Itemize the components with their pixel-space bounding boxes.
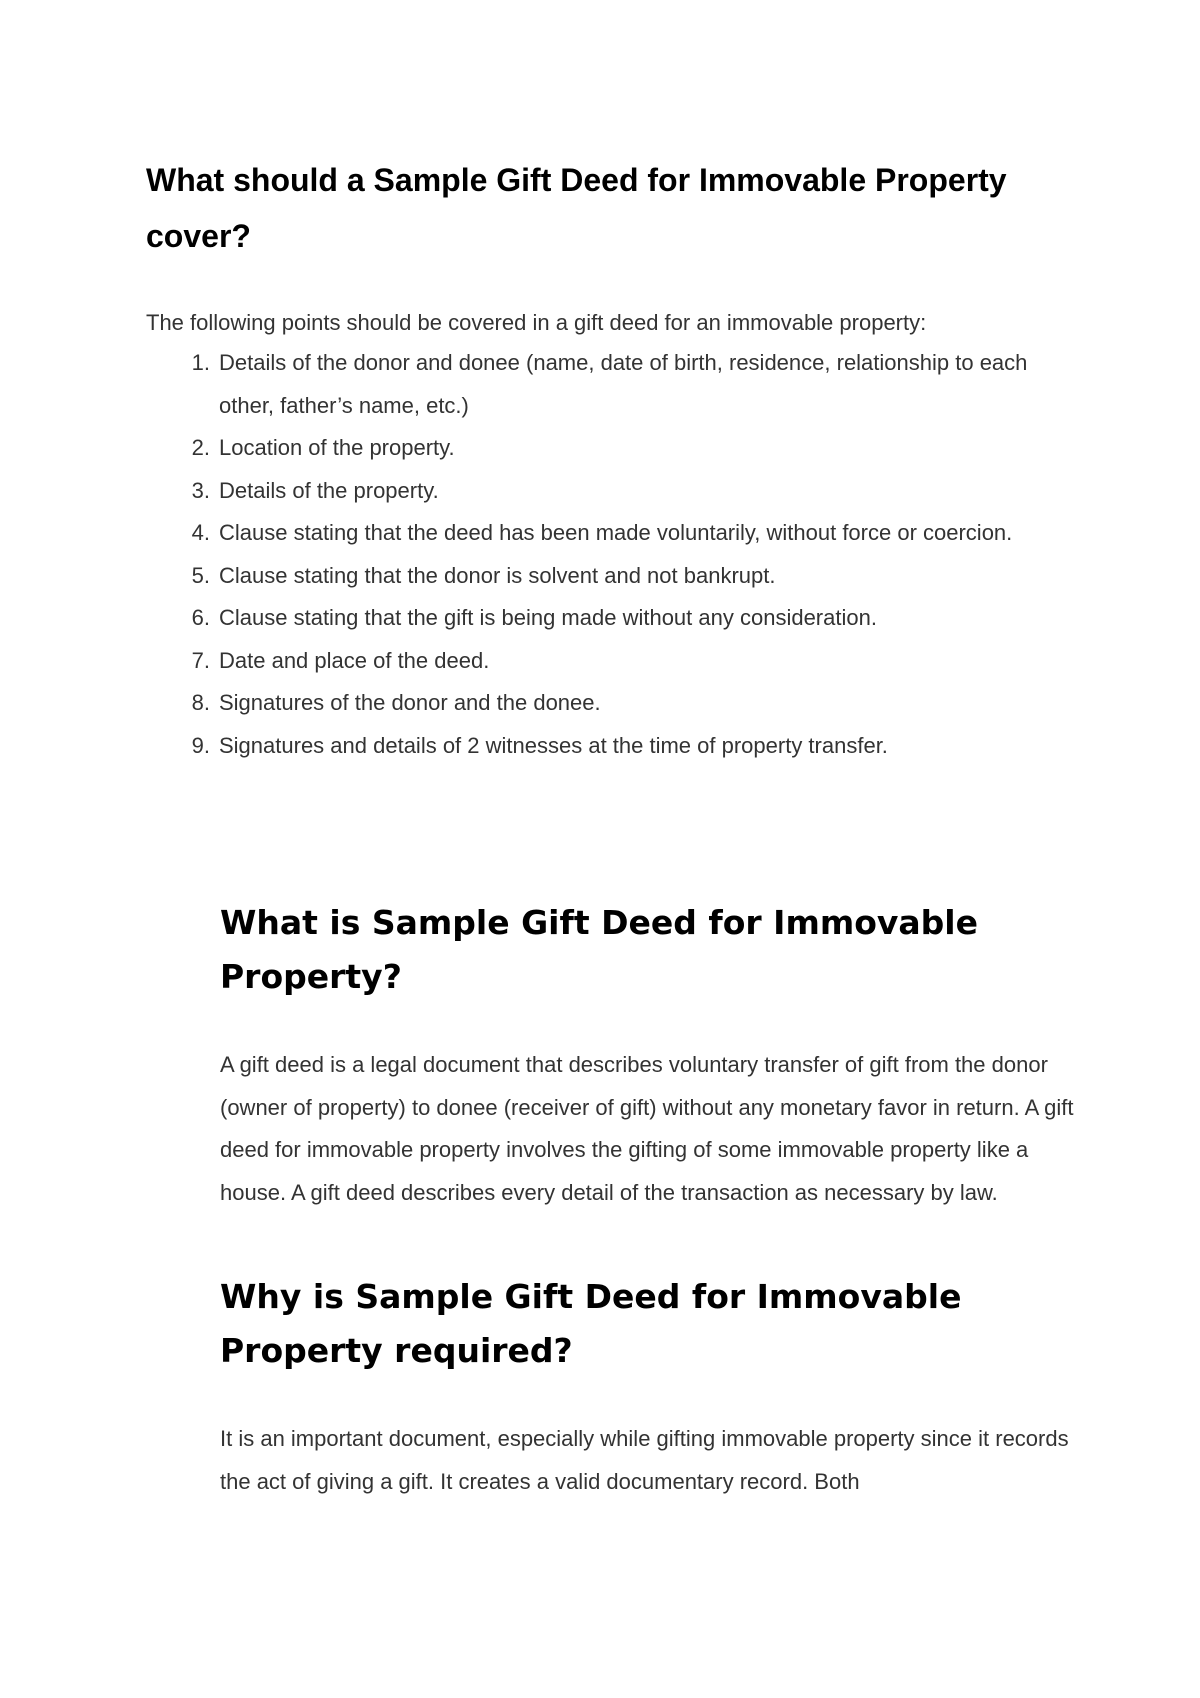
list-item-text: Details of the donor and donee (name, date of birth, residence, relationship to each other, father’s name, etc.) [219, 350, 1028, 418]
list-number: 1. [191, 350, 210, 375]
list-number: 2. [191, 435, 210, 460]
list-item [146, 682, 1076, 725]
page-title: What should a Sample Gift Deed for Immovable Property cover? [146, 162, 1007, 254]
list-number: 4. [191, 520, 210, 545]
list-item [146, 555, 1076, 598]
section-body-what: A gift deed is a legal document that describes voluntary transfer of gift from the donor (owner of property) to donee (receiver of gift) without any monetary favor in return. A gift deed for immovable property involves the gifting of some immovable property like a house. A gift deed describes every detail of the transaction as necessary by law. [220, 1052, 1074, 1205]
section-heading-why: Why is Sample Gift Deed for Immovable Property required? [220, 1277, 962, 1370]
list-item-text: Clause stating that the gift is being made without any consideration. [219, 605, 877, 630]
list-item-text: Date and place of the deed. [219, 647, 490, 673]
list-item-text: Details of the property. [219, 477, 439, 503]
list-item [146, 597, 1076, 640]
list-item [146, 342, 1076, 427]
list-item-text: Clause stating that the donor is solvent and not bankrupt. [219, 562, 776, 588]
list-item-text: Clause stating that the deed has been made voluntarily, without force or coercion. [219, 520, 1013, 545]
intro-paragraph: The following points should be covered in a gift deed for an immovable property: [146, 310, 927, 335]
section-heading-what: What is Sample Gift Deed for Immovable Property? [220, 903, 978, 996]
list-number: 6. [191, 605, 210, 630]
list-item [146, 470, 1076, 513]
list-item-text: Signatures and details of 2 witnesses at the time of property transfer. [219, 732, 888, 758]
list-item [146, 640, 1076, 683]
list-item-text: Location of the property. [219, 435, 455, 460]
list-item [146, 512, 1076, 555]
list-item [146, 725, 1076, 768]
list-item [146, 427, 1076, 470]
list-number: 9. [191, 732, 210, 758]
list-number: 5. [191, 562, 210, 588]
list-number: 8. [191, 690, 210, 715]
list-item-text: Signatures of the donor and the donee. [219, 690, 601, 715]
list-number: 3. [191, 477, 210, 503]
list-number: 7. [191, 647, 210, 673]
section-body-why: It is an important document, especially while gifting immovable property since it records the act of giving a gift. It creates a valid documentary record. Both [220, 1426, 1069, 1494]
points-list [146, 342, 1076, 767]
